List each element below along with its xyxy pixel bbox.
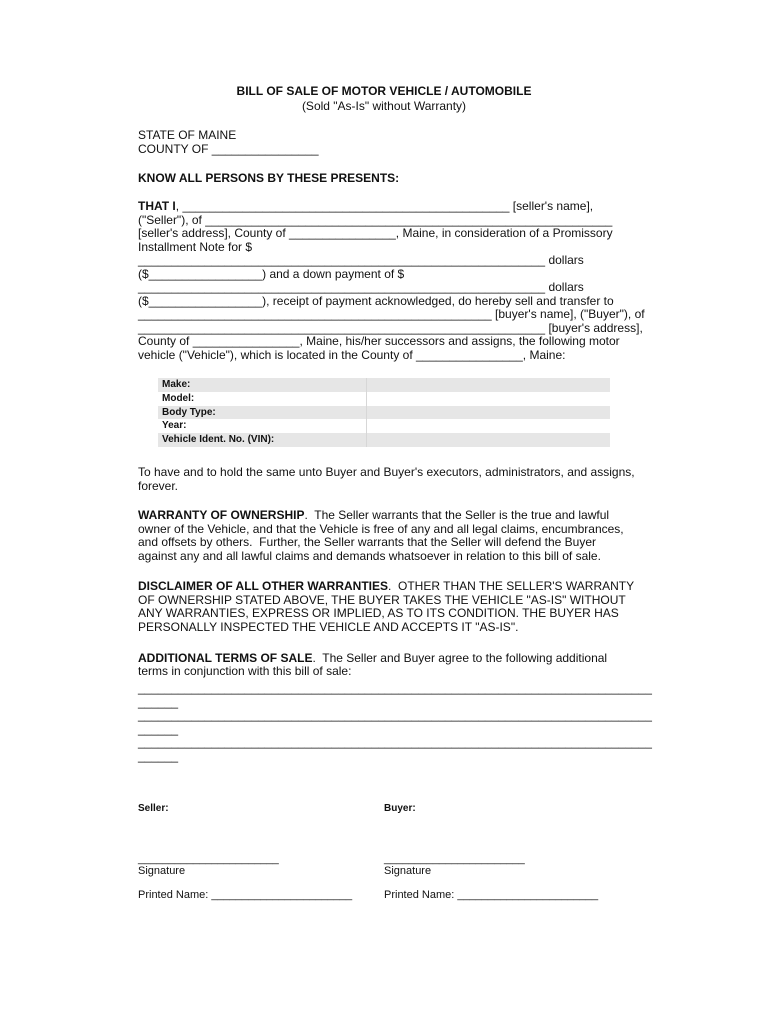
vehicle-row-make xyxy=(158,378,610,392)
vehicle-row-label: Model: xyxy=(162,392,195,404)
additional-line-1-text: . The Seller and Buyer agree to the following additional xyxy=(312,651,608,665)
body-line-11: County of ________________, Maine, his/her successors and assigns, the following motor xyxy=(138,334,620,348)
document-subtitle: (Sold "As-Is" without Warranty) xyxy=(301,99,467,113)
body-line-9: _____________________________________________________ [buyer's name], ("Buyer"), of xyxy=(138,307,645,321)
disclaimer-line-1-text: . OTHER THAN THE SELLER'S WARRANTY xyxy=(388,579,635,593)
warranty-line-1-text: . The Seller warrants that the Seller is the true and lawful xyxy=(304,508,610,522)
seller-printed-name: Printed Name: _______________________ xyxy=(138,889,353,901)
seller-label: Seller: xyxy=(138,803,169,814)
buyer-label: Buyer: xyxy=(384,803,416,814)
warranty-line-1 xyxy=(138,508,609,522)
know-all-heading: KNOW ALL PERSONS BY THESE PRESENTS: xyxy=(138,171,400,185)
warranty-heading: WARRANTY OF OWNERSHIP xyxy=(138,508,305,522)
additional-heading: ADDITIONAL TERMS OF SALE xyxy=(138,651,313,665)
seller-signature-line: _______________________ xyxy=(138,853,279,865)
terms-blank-short: ______ xyxy=(138,722,179,736)
buyer-signature-line: _______________________ xyxy=(384,853,525,865)
state-line: STATE OF MAINE xyxy=(138,128,237,142)
seller-signature-caption: Signature xyxy=(138,865,186,877)
body-line-1 xyxy=(138,199,593,213)
to-have-line-1: To have and to hold the same unto Buyer and Buyer's executors, administrators, and assigns, xyxy=(138,465,635,479)
column-divider xyxy=(366,433,367,447)
disclaimer-line-1 xyxy=(138,579,634,593)
vehicle-row-vin xyxy=(158,433,610,447)
vehicle-table xyxy=(158,378,610,447)
body-line-5: _____________________________________________________________ dollars xyxy=(138,253,584,267)
vehicle-row-label: Vehicle Ident. No. (VIN): xyxy=(162,434,275,446)
county-line: COUNTY OF ________________ xyxy=(138,142,319,156)
disclaimer-line-2: OF OWNERSHIP STATED ABOVE, THE BUYER TAKES THE VEHICLE "AS-IS" WITHOUT xyxy=(138,593,626,607)
vehicle-row-label: Year: xyxy=(162,420,187,432)
column-divider xyxy=(366,378,367,392)
terms-blank-long: _____________________________________________________________________________ xyxy=(138,708,652,722)
disclaimer-line-3: ANY WARRANTIES, EXPRESS OR IMPLIED, AS TO ITS CONDITION. THE BUYER HAS xyxy=(138,606,619,620)
to-have-line-2: forever. xyxy=(138,479,179,493)
body-line-3: [seller's address], County of ________________, Maine, in consideration of a Promissory xyxy=(138,226,613,240)
vehicle-row-model xyxy=(158,392,610,406)
body-line-4: Installment Note for $ xyxy=(138,240,253,254)
disclaimer-heading: DISCLAIMER OF ALL OTHER WARRANTIES xyxy=(138,579,388,593)
body-line-6: ($_________________) and a down payment of $ xyxy=(138,267,405,281)
vehicle-row-year xyxy=(158,419,610,433)
that-i-label: THAT I xyxy=(138,199,176,213)
terms-blank-short: ______ xyxy=(138,749,179,763)
terms-blank-long: _____________________________________________________________________________ xyxy=(138,681,652,695)
document-title: BILL OF SALE OF MOTOR VEHICLE / AUTOMOBILE xyxy=(236,84,532,98)
column-divider xyxy=(366,419,367,433)
body-line-7: _____________________________________________________________ dollars xyxy=(138,280,584,294)
warranty-line-4: against any and all lawful claims and demands whatsoever in relation to this bill of sale. xyxy=(138,549,601,563)
body-line-1-text: , _________________________________________________ [seller's name], xyxy=(175,199,594,213)
body-line-8: ($_________________), receipt of payment acknowledged, do hereby sell and transfer to xyxy=(138,294,614,308)
vehicle-row-label: Body Type: xyxy=(162,406,216,418)
additional-line-2: terms in conjunction with this bill of sale: xyxy=(138,664,352,678)
warranty-line-2: owner of the Vehicle, and that the Vehicle is free of any and all legal claims, encumbrances, xyxy=(138,522,624,536)
column-divider xyxy=(366,406,367,420)
terms-blank-long: _____________________________________________________________________________ xyxy=(138,735,652,749)
column-divider xyxy=(366,392,367,406)
vehicle-row-body-type xyxy=(158,406,610,420)
body-line-10: _____________________________________________________________ [buyer's address], xyxy=(138,321,643,335)
body-line-2: ("Seller"), of _____________________________________________________________ xyxy=(138,213,613,227)
body-line-12: vehicle ("Vehicle"), which is located in the County of ________________, Maine: xyxy=(138,348,566,362)
buyer-printed-name: Printed Name: _______________________ xyxy=(384,889,599,901)
additional-line-1 xyxy=(138,651,607,665)
terms-blank-short: ______ xyxy=(138,695,179,709)
buyer-signature-caption: Signature xyxy=(384,865,432,877)
vehicle-row-label: Make: xyxy=(162,379,191,390)
disclaimer-line-4: PERSONALLY INSPECTED THE VEHICLE AND ACCEPTS IT "AS-IS". xyxy=(138,620,519,634)
warranty-line-3: and offsets by others. Further, the Seller warrants that the Seller will defend the Buyer xyxy=(138,535,597,549)
